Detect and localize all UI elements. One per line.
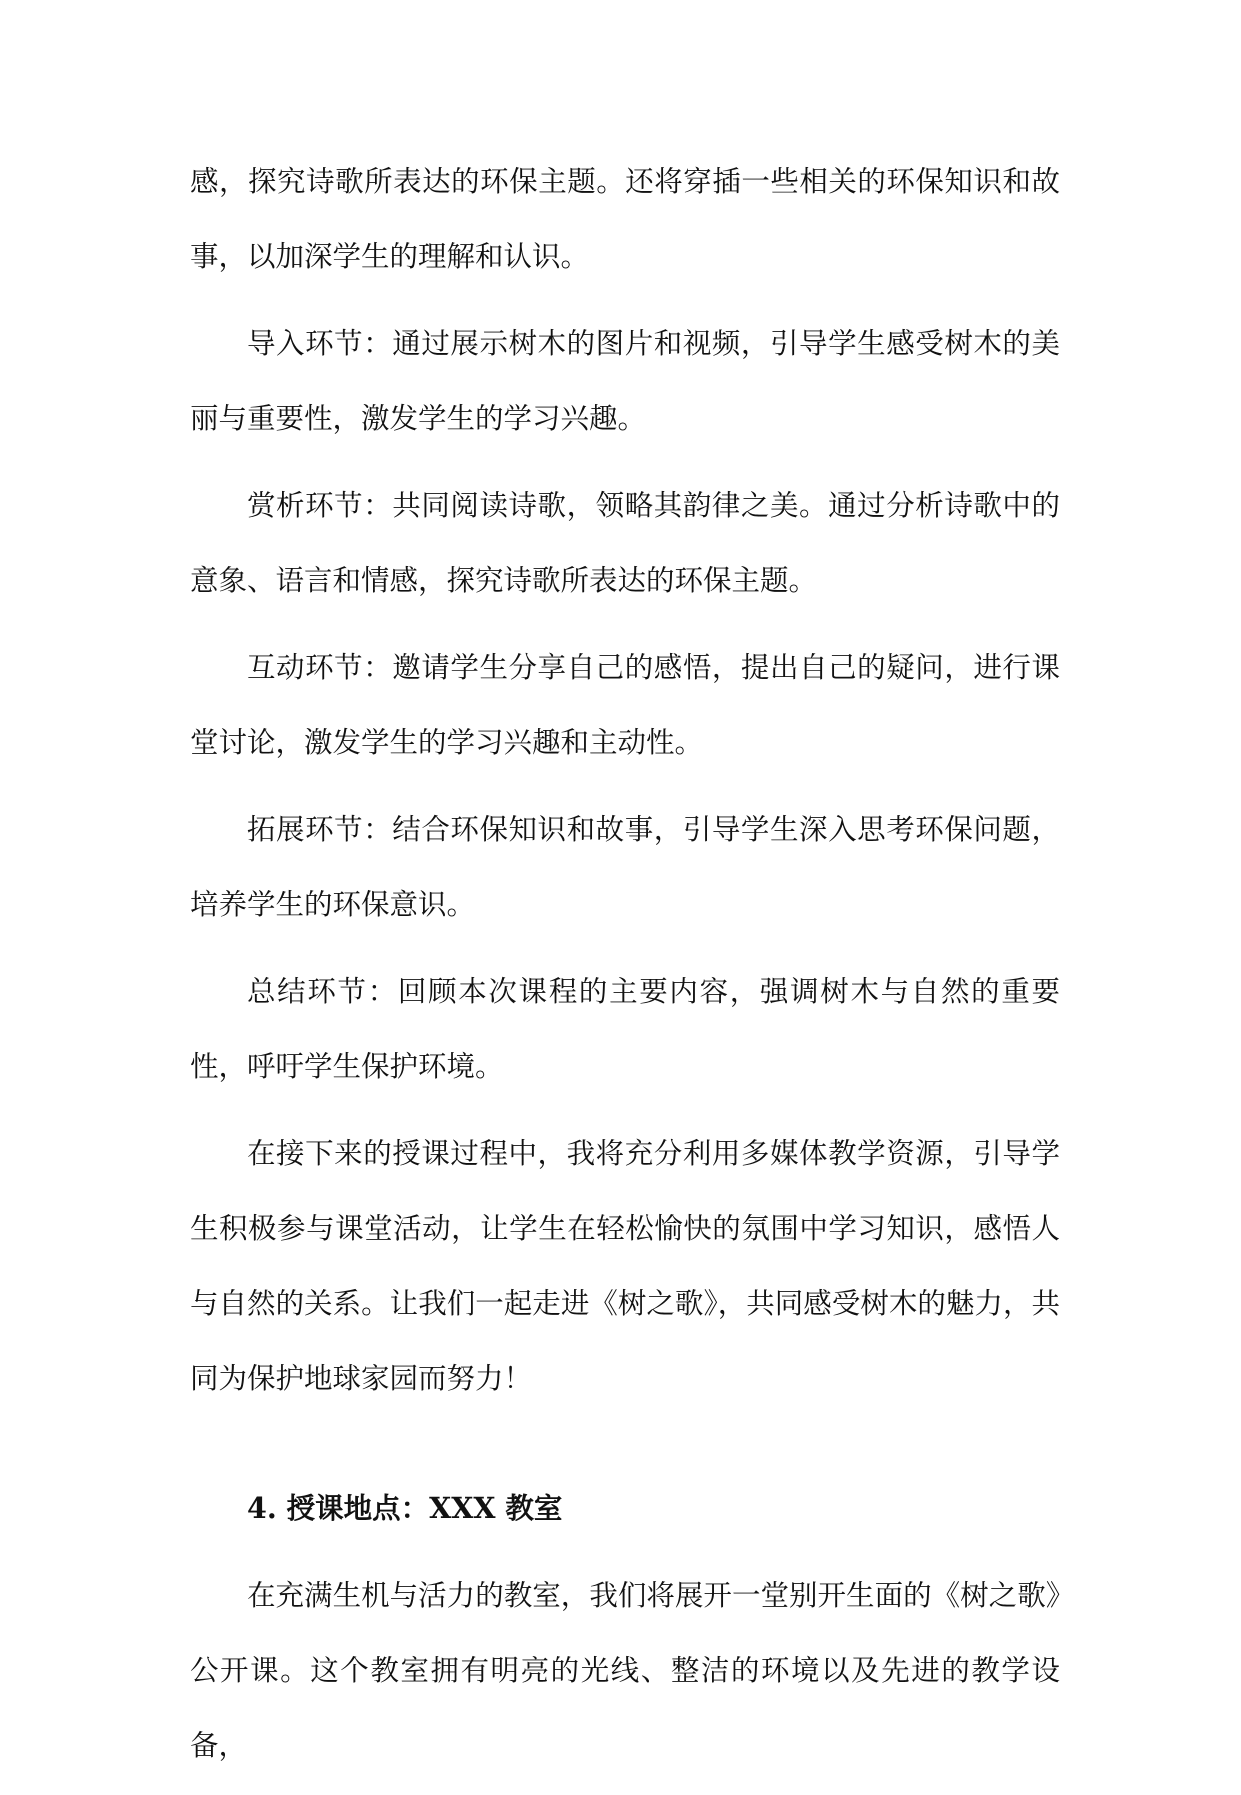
closing-paragraph: 在接下来的授课过程中，我将充分利用多媒体教学资源，引导学生积极参与课堂活动，让学生在轻松愉快的氛围中学习知识，感悟人与自然的关系。让我们一起走进《树之歌》，共同感受树木的魅力，共同为保护地球家园而努力！ (190, 1137, 1060, 1395)
document-page (190, 144, 1060, 1795)
interaction-step-paragraph: 互动环节：邀请学生分享自己的感悟，提出自己的疑问，进行课堂讨论，激发学生的学习兴趣和主动性。 (190, 651, 1060, 759)
intro-step-paragraph: 导入环节：通过展示树木的图片和视频，引导学生感受树木的美丽与重要性，激发学生的学习兴趣。 (190, 327, 1060, 435)
section-heading: 4. 授课地点：XXX 教室 (247, 1491, 563, 1525)
classroom-paragraph: 在充满生机与活力的教室，我们将展开一堂别开生面的《树之歌》公开课。这个教室拥有明亮的光线、整洁的环境以及先进的教学设备， (190, 1579, 1060, 1762)
extension-step-paragraph: 拓展环节：结合环保知识和故事，引导学生深入思考环保问题，培养学生的环保意识。 (190, 813, 1060, 921)
appreciation-step-paragraph: 赏析环节：共同阅读诗歌，领略其韵律之美。通过分析诗歌中的意象、语言和情感，探究诗歌所表达的环保主题。 (190, 489, 1060, 597)
summary-step-paragraph: 总结环节：回顾本次课程的主要内容，强调树木与自然的重要性，呼吁学生保护环境。 (190, 975, 1060, 1083)
continuation-paragraph: 感，探究诗歌所表达的环保主题。还将穿插一些相关的环保知识和故事，以加深学生的理解和认识。 (190, 165, 1060, 273)
